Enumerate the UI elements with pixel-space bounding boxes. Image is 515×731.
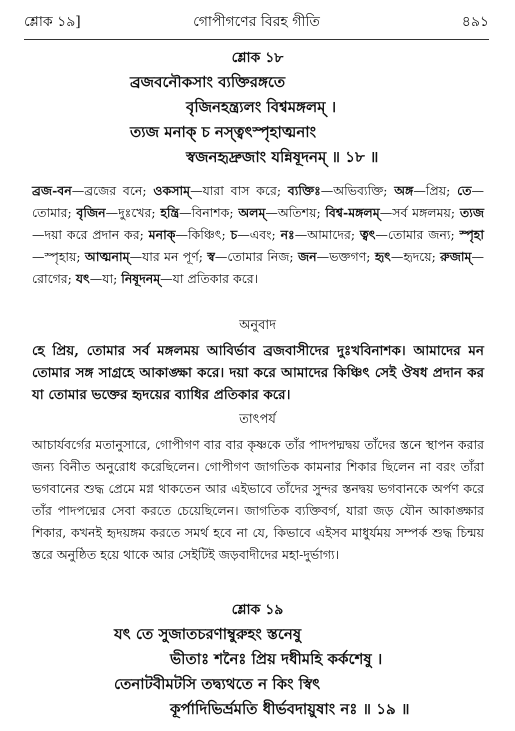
purport-text: আচার্যবর্গের মতানুসারে, গোপীগণ বার বার কৃষ্ণকে তাঁর পাদপদ্মদ্বয় তাঁদের স্তনে স্থাপন করার জন্য বিনীত অনুরোধ করেছিলেন। গোপীগণ জাগতিক কামনার শিকার ছিলেন না বরং তাঁরা ভগবানের শুদ্ধ প্রেমে মগ্ন থাকতেন আর এইভাবে তাঁদের সুন্দর স্তনদ্বয় ভগবানকে অর্পণ করে তাঁর পাদপদ্মের সেবা করতে চেয়েছিলেন। জাগতিক ব্যক্তিবর্গ, যারা জড় যৌন আকাঙ্ক্ষার শিকার, কখনই হৃদয়ঙ্গম করতে সমর্থ হবে না যে, কিভাবে এইসব মাধুর্যময় সম্পর্ক শুদ্ধ চিন্ময় স্তরে অনুষ্ঠিত হয়ে থাকে আর সেইটিই জড়বাদীদের মহা-দুর্ভাগ্য।	[32, 437, 484, 562]
synonym-word: তে	[457, 183, 472, 198]
translation-text: হে প্রিয়, তোমার সর্ব মঙ্গলময় আবির্ভাব ব্রজবাসীদের দুঃখবিনাশক। আমাদের মন তোমার সঙ্গ সাগ্রহে আকাঙ্ক্ষা করে। দয়া করে আমাদের কিঞ্চিৎ সেই ঔষধ প্রদান কর যা তোমার ভক্তের হৃদয়ের ব্যাধির প্রতিকার করে।	[32, 343, 484, 403]
synonym-word: স্ব	[207, 249, 215, 264]
verse-19-heading: শ্লোক ১৯	[231, 602, 284, 618]
synonym-meaning: —যার মন পূর্ণ;	[129, 249, 208, 264]
synonym-meaning: —তোমার নিজ;	[214, 249, 298, 264]
synonym-meaning: —অতিশয়;	[265, 205, 326, 220]
purport-heading: তাৎপর্য	[239, 412, 276, 427]
synonyms-paragraph	[32, 180, 484, 290]
synonym-meaning: —তোমার জন্য;	[375, 227, 460, 242]
synonym-meaning: —আমাদের;	[294, 227, 360, 242]
verse-18-line-3: ত্যজ মনাক্ চ নস্ত্বৎস্পৃহাত্মনাং	[130, 123, 317, 141]
header-verse-ref: শ্লোক ১৯]	[24, 14, 81, 30]
verse-19-line-1: যৎ তে সুজাতচরণাম্বুরুহং স্তনেষু	[114, 625, 302, 643]
translation-heading: অনুবাদ	[239, 318, 276, 333]
page-number: ৪৯১	[461, 14, 489, 30]
synonym-word: আত্মনাম্	[84, 249, 130, 264]
verse-18-line-1: ব্রজবনৌকসাং ব্যক্তিরঙ্গতে	[130, 73, 286, 91]
synonym-meaning: —যা;	[89, 271, 122, 286]
synonym-word: চ	[230, 227, 238, 242]
synonym-word: ত্যজ	[459, 205, 484, 220]
verse-19-line-3: তেনাটবীমটসি তদ্ব্যথতে ন কিং স্বিৎ	[114, 675, 321, 693]
verse-19-line-4: কূর্পাদিভির্ভ্রমতি ধীর্ভবদায়ুষাং নঃ ॥ ১৯ ॥	[170, 700, 410, 718]
synonym-meaning: —রোগের;	[32, 249, 484, 286]
synonym-meaning: —বিনাশক;	[179, 205, 239, 220]
synonym-meaning: —তোমার;	[32, 183, 485, 220]
synonym-word: অলম্	[238, 205, 266, 220]
synonym-word: নিষূদনম্	[121, 271, 161, 286]
verse-18-line-2: বৃজিনহন্ত্র্যলং বিশ্বমঙ্গলম্ ।	[186, 98, 337, 116]
synonym-word: জন	[297, 249, 317, 264]
synonym-meaning: —যারা বাস করে;	[190, 183, 288, 198]
synonym-meaning: —সর্ব মঙ্গলময়;	[379, 205, 460, 220]
page-header	[24, 10, 489, 40]
synonym-meaning: —এবং;	[237, 227, 281, 242]
synonym-word: বৃজিন	[76, 205, 106, 220]
synonym-word: নঃ	[280, 227, 295, 242]
synonym-word: ব্রজ-বন	[32, 183, 72, 198]
synonym-meaning: —কিঞ্চিৎ;	[175, 227, 231, 242]
synonym-word: হৃৎ	[374, 249, 391, 264]
synonym-meaning: —স্পৃহায়;	[32, 249, 85, 264]
synonym-word: ওকসাম্	[153, 183, 191, 198]
synonym-word: ত্বৎ	[359, 227, 376, 242]
synonym-word: স্পৃহা	[459, 227, 484, 242]
synonym-meaning: —প্রিয়;	[413, 183, 458, 198]
verse-18-heading: শ্লোক ১৮	[231, 50, 284, 66]
synonym-word: রুজাম্	[440, 249, 472, 264]
synonym-word: মনাক্	[148, 227, 176, 242]
verse-19-line-2: ভীতাঃ শনৈঃ প্রিয় দধীমহি কর্কশেষু ।	[170, 650, 383, 668]
synonym-meaning: —যা প্রতিকার করে।	[160, 271, 259, 286]
verse-18-line-4: স্বজনহৃদ্রুজাং যন্নিষূদনম্ ॥ ১৮ ॥	[186, 148, 379, 166]
synonym-word: ব্যক্তিঃ	[287, 183, 321, 198]
synonym-meaning: —হৃদয়ে;	[390, 249, 441, 264]
synonym-word: হন্ত্রি	[160, 205, 180, 220]
synonym-meaning: —অভিব্যক্তি;	[320, 183, 395, 198]
synonym-meaning: —ব্রজের বনে;	[71, 183, 154, 198]
synonym-meaning: —দয়া করে প্রদান কর;	[32, 227, 149, 242]
synonym-word: অঙ্গ	[394, 183, 414, 198]
header-chapter-title: গোপীগণের বিরহ গীতি	[193, 14, 320, 30]
synonym-meaning: —দুঃখের;	[105, 205, 161, 220]
synonym-word: যৎ	[75, 271, 90, 286]
synonym-word: বিশ্ব-মঙ্গলম্	[325, 205, 380, 220]
synonym-meaning: —ভক্তগণ;	[316, 249, 375, 264]
